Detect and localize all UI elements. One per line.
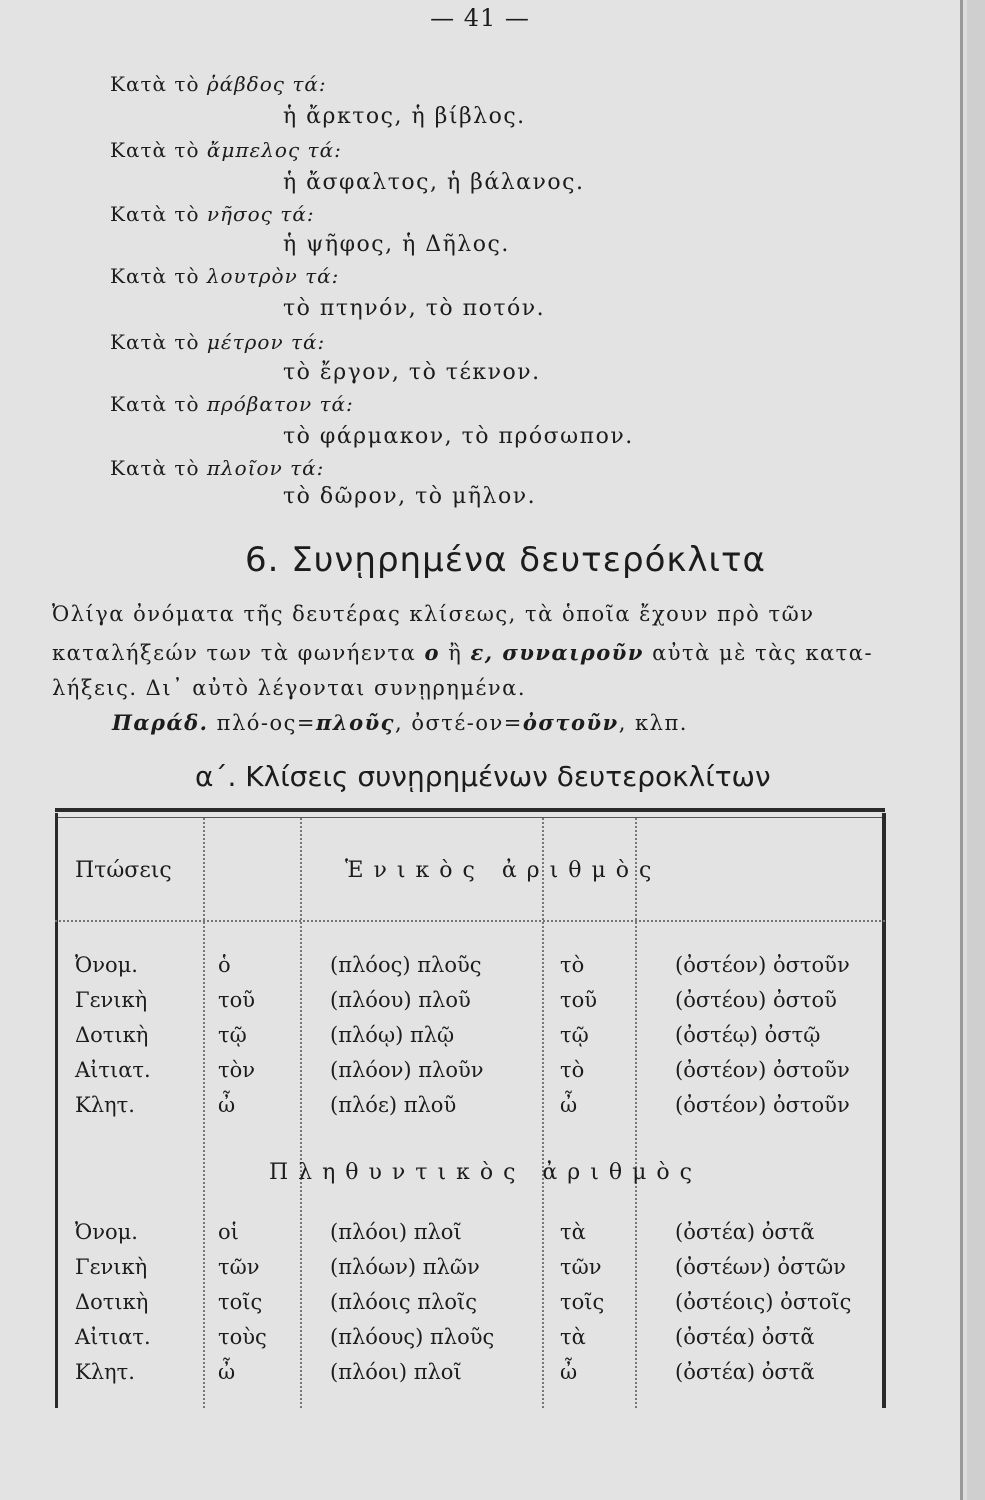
case-name: Γενικὴ — [75, 1255, 148, 1279]
neut-forms: (ὀστέον) ὀστοῦν — [675, 953, 850, 977]
class-word: νῆσος — [206, 202, 273, 226]
masc-forms: (πλόε) πλοῦ — [330, 1093, 457, 1117]
plural-header: Πληθυντικὸς ἀριθμὸς — [269, 1160, 702, 1185]
class-examples: τὸ πτηνόν, τὸ ποτόν. — [283, 296, 546, 321]
class-line — [110, 202, 315, 226]
class-prefix: Κατὰ τὸ — [110, 264, 200, 288]
class-line — [110, 72, 327, 96]
masc-article: τὸν — [218, 1058, 256, 1082]
table-top-rule — [55, 808, 885, 812]
class-line — [110, 330, 325, 354]
example-text: , κλπ. — [618, 711, 688, 735]
case-name: Ὀνομ. — [75, 953, 138, 977]
page-edge — [967, 0, 985, 1500]
case-name: Ὀνομ. — [75, 1220, 138, 1244]
class-line — [110, 264, 339, 288]
table-right-rule — [882, 813, 886, 1408]
neut-forms: (ὀστέῳ) ὀστῷ — [675, 1023, 821, 1047]
example-text: πλό-ος= — [216, 711, 316, 735]
paragraph-text: αὐτὰ μὲ τὰς κατα- — [652, 641, 874, 665]
class-word: πρόβατον — [206, 392, 313, 416]
paragraph-line — [52, 640, 922, 665]
example-label: Παράδ. — [112, 710, 209, 735]
case-name: Κλητ. — [75, 1093, 135, 1117]
neut-forms: (ὀστέου) ὀστοῦ — [675, 988, 837, 1012]
paragraph-text: καταλήξεών των τὰ φωνήεντα — [52, 641, 417, 665]
case-name: Κλητ. — [75, 1360, 135, 1384]
page-number: — 41 — — [430, 4, 530, 32]
table-left-rule — [55, 813, 58, 1408]
neut-forms: (ὀστέοις) ὀστοῖς — [675, 1290, 852, 1314]
example-contracted: πλοῦς — [316, 710, 395, 735]
paragraph-emphasis: ε, συναιροῦν — [470, 640, 644, 665]
masc-article: τοῦ — [218, 988, 256, 1012]
column-divider — [203, 818, 205, 1408]
neut-article: τὰ — [560, 1220, 586, 1244]
column-header-cases: Πτώσεις — [75, 858, 172, 883]
table-title: α΄. Κλίσεις συνῃρημένων δευτεροκλίτων — [195, 760, 771, 793]
class-prefix: Κατὰ τὸ — [110, 456, 200, 480]
neut-article: τῷ — [560, 1023, 589, 1047]
table-top-rule-thin — [55, 817, 885, 818]
masc-forms: (πλόῳ) πλῷ — [330, 1023, 455, 1047]
neut-forms: (ὀστέον) ὀστοῦν — [675, 1093, 850, 1117]
class-prefix: Κατὰ τὸ — [110, 138, 200, 162]
class-prefix: Κατὰ τὸ — [110, 392, 200, 416]
masc-forms: (πλόων) πλῶν — [330, 1255, 480, 1279]
neut-article: τοῖς — [560, 1290, 605, 1314]
masc-forms: (πλόος) πλοῦς — [330, 953, 482, 977]
header-divider — [55, 920, 885, 922]
neut-article: τὰ — [560, 1325, 586, 1349]
class-word: λουτρὸν — [206, 264, 298, 288]
class-word: μέτρον — [206, 330, 284, 354]
class-examples: ἡ ἄρκτος, ἡ βίβλος. — [283, 104, 526, 129]
column-divider — [300, 818, 302, 1408]
column-divider — [542, 818, 544, 1408]
class-word: ἄμπελος — [206, 138, 301, 162]
neut-article: τῶν — [560, 1255, 602, 1279]
class-line — [110, 392, 354, 416]
example-text: , ὀστέ-ον= — [394, 711, 523, 735]
paragraph-emphasis: ο — [424, 640, 440, 665]
class-examples: τὸ φάρμακον, τὸ πρόσωπον. — [283, 424, 634, 449]
class-examples: ἡ ψῆφος, ἡ Δῆλος. — [283, 232, 510, 257]
class-suffix: τά: — [307, 138, 342, 162]
singular-header: Ἑνικὸς ἀριθμὸς — [345, 858, 662, 883]
case-name: Δοτικὴ — [75, 1290, 149, 1314]
paragraph-line: λήξεις. Δι᾽ αὐτὸ λέγονται συνῃρημένα. — [52, 676, 527, 700]
masc-forms: (πλόοις πλοῖς — [330, 1290, 478, 1314]
class-line — [110, 138, 342, 162]
masc-forms: (πλόοι) πλοῖ — [330, 1360, 462, 1384]
masc-article: ὦ — [218, 1360, 236, 1384]
neut-forms: (ὀστέων) ὀστῶν — [675, 1255, 846, 1279]
class-suffix: τά: — [305, 264, 340, 288]
paragraph-line: Ὀλίγα ὀνόματα τῆς δευτέρας κλίσεως, τὰ ὁποῖα ἔχουν πρὸ τῶν — [52, 602, 815, 626]
class-word: πλοῖον — [206, 456, 283, 480]
class-suffix: τά: — [290, 456, 325, 480]
class-prefix: Κατὰ τὸ — [110, 202, 200, 226]
class-suffix: τά: — [319, 392, 354, 416]
case-name: Αἰτιατ. — [75, 1058, 151, 1082]
neut-article: ὦ — [560, 1093, 578, 1117]
masc-article: τοῖς — [218, 1290, 263, 1314]
class-suffix: τά: — [292, 72, 327, 96]
class-suffix: τά: — [290, 330, 326, 354]
masc-article: τοὺς — [218, 1325, 267, 1349]
case-name: Αἰτιατ. — [75, 1325, 151, 1349]
class-word: ῥάβδος — [206, 72, 285, 96]
class-examples: τὸ ἔργον, τὸ τέκνον. — [283, 360, 541, 385]
neut-forms: (ὀστέα) ὀστᾶ — [675, 1325, 815, 1349]
class-suffix: τά: — [280, 202, 315, 226]
masc-forms: (πλόου) πλοῦ — [330, 988, 471, 1012]
column-divider — [635, 818, 637, 1408]
case-name: Γενικὴ — [75, 988, 148, 1012]
class-prefix: Κατὰ τὸ — [110, 330, 200, 354]
class-line — [110, 456, 324, 480]
neut-forms: (ὀστέα) ὀστᾶ — [675, 1220, 815, 1244]
masc-article: τῷ — [218, 1023, 247, 1047]
class-examples: ἡ ἄσφαλτος, ἡ βάλανος. — [283, 170, 585, 195]
neut-forms: (ὀστέον) ὀστοῦν — [675, 1058, 850, 1082]
masc-forms: (πλόον) πλοῦν — [330, 1058, 484, 1082]
neut-article: ὦ — [560, 1360, 578, 1384]
paragraph-text: ἢ — [448, 641, 463, 665]
class-examples: τὸ δῶρον, τὸ μῆλον. — [283, 484, 537, 509]
neut-article: τὸ — [560, 953, 585, 977]
neut-forms: (ὀστέα) ὀστᾶ — [675, 1360, 815, 1384]
masc-forms: (πλόοι) πλοῖ — [330, 1220, 462, 1244]
declension-table — [55, 808, 885, 1408]
masc-article: τῶν — [218, 1255, 260, 1279]
masc-article: ὦ — [218, 1093, 236, 1117]
example-line — [112, 710, 982, 735]
neut-article: τὸ — [560, 1058, 585, 1082]
masc-forms: (πλόους) πλοῦς — [330, 1325, 495, 1349]
example-contracted: ὀστοῦν — [522, 710, 619, 735]
masc-article: ὁ — [218, 953, 231, 977]
case-name: Δοτικὴ — [75, 1023, 149, 1047]
neut-article: τοῦ — [560, 988, 598, 1012]
section-heading: 6. Συνῃρημένα δευτερόκλιτα — [245, 540, 766, 580]
masc-article: οἱ — [218, 1220, 239, 1244]
class-prefix: Κατὰ τὸ — [110, 72, 200, 96]
